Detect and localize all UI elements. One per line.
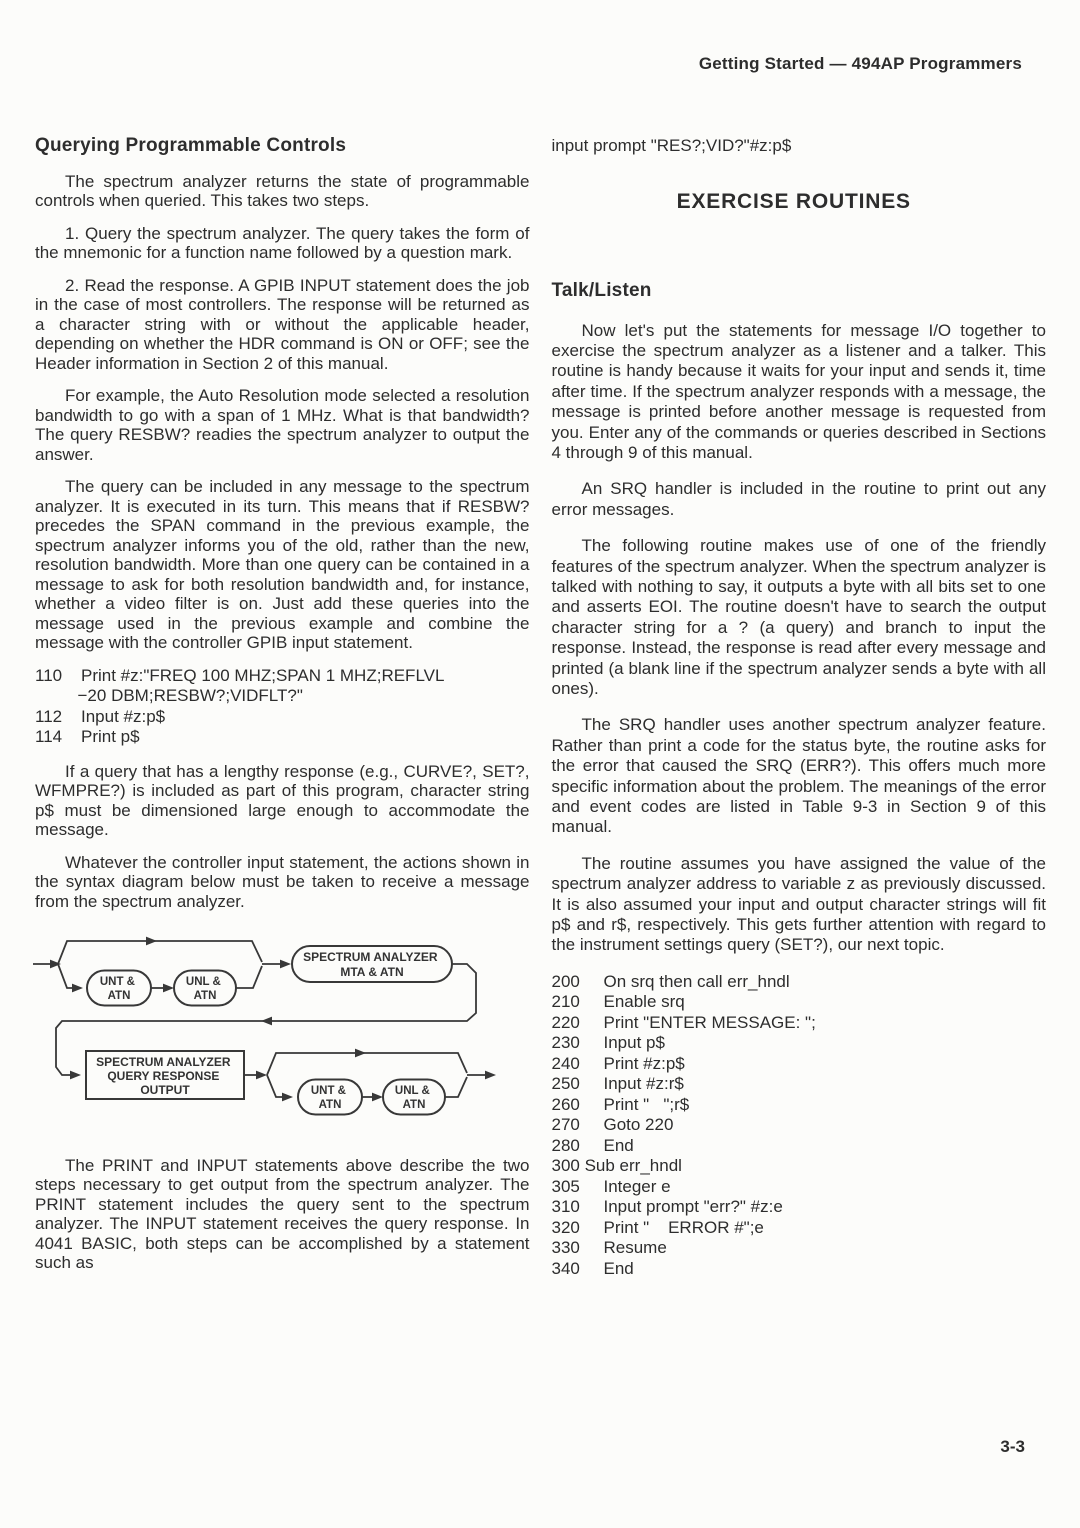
input-prompt-code-fragment: input prompt "RES?;VID?"#z:p$: [551, 136, 792, 155]
left-column: [35, 136, 530, 1286]
code-line: 310 Input prompt "err?" #z:e: [551, 1197, 783, 1217]
basic-listing-110: [35, 666, 530, 748]
row1-rejoin-rail: [236, 966, 262, 988]
code-line: 230 Input p$: [551, 1033, 665, 1053]
right-column: [552, 136, 1047, 1293]
paragraph: The spectrum analyzer returns the state of programmable controls when queried. This takes two steps.: [35, 171, 530, 210]
code-line: 330 Resume: [551, 1238, 667, 1258]
code-line: 240 Print #z:p$: [551, 1053, 685, 1073]
code-line: 320 Print " ERROR #";e: [551, 1217, 764, 1237]
paragraph: The following routine makes use of one of the friendly features of the spectrum analyzer. When the spectrum analyzer is talked with nothing to say, it outputs a byte with all bits set to one and asserts EOI. The routine doesn't have to search the output character string for a ? (a query) and branch to input the response. Instead, the response is read after every message and printed (a blank line if the spectrum analyzer sends a byte with all ones).: [551, 536, 1046, 698]
left-mid-paragraphs: [35, 762, 530, 912]
row1-bypass-arrowhead: [146, 937, 157, 946]
basic-listing-200: [552, 972, 1047, 1280]
code-line: 270 Goto 220: [551, 1115, 674, 1135]
left-closing-paragraphs: [35, 1156, 530, 1273]
code-line: −20 DBM;RESBW?;VIDFLT?": [35, 686, 303, 705]
code-line: 210 Enable srq: [551, 992, 685, 1012]
paragraph: If a query that has a lengthy response (e.g., CURVE?, SET?, WFMPRE?) is included as part of this program, character string p$ must be dimensioned large enough to accommodate the message.: [35, 761, 530, 839]
row2-rejoin-rail: [445, 1077, 467, 1097]
row2-junction-arrowhead: [256, 1071, 267, 1080]
gpib-talk-listen-syntax-diagram-svg: [21, 931, 521, 1131]
unt-atn-label-row1: UNT & ATN: [99, 976, 135, 1002]
left-section-heading: Querying Programmable Controls: [35, 135, 347, 156]
page-number: 3-3: [1000, 1437, 1025, 1456]
terminal-entry-arrowhead: [280, 960, 291, 969]
paragraph: Whatever the controller input statement, the actions shown in the syntax diagram below must be taken to receive a message from the spectrum analyzer.: [35, 852, 530, 911]
paragraph: The routine assumes you have assigned the value of the spectrum analyzer address to variable z as previously discussed. It is also assumed your input and output character strings will fit p$ and r$, respectively. This gets further attention with regard to the instrument settings query (SET?), our next topic.: [551, 853, 1046, 955]
paragraph: The SRQ handler uses another spectrum analyzer feature. Rather than print a code for the status byte, the routine asks for the error that caused the SRQ (ERR?). This offers much more specific information about the problem. The meanings of the error and event codes are listed in Table 9-3 in Section 9 of this manual.: [551, 715, 1046, 837]
row2-unt-entry-arrowhead: [282, 1093, 293, 1102]
code-line: 110 Print #z:"FREQ 100 MHZ;SPAN 1 MHZ;REFLVL: [35, 665, 445, 685]
row2-bypass-arrowhead: [355, 1049, 366, 1058]
paragraph: An SRQ handler is included in the routine to print out any error messages.: [551, 479, 1046, 519]
row1-unt-entry-arrowhead: [72, 984, 83, 993]
code-line: 200 On srq then call err_hndl: [551, 971, 790, 991]
code-line: 220 Print "ENTER MESSAGE: ";: [551, 1012, 816, 1032]
code-line: 340 End: [551, 1258, 634, 1278]
row2-bypass-rail: [267, 1053, 467, 1075]
row2-branch-rail: [267, 1075, 283, 1097]
code-line: 260 Print " ";r$: [551, 1094, 690, 1114]
subsection-title: Talk/Listen: [551, 280, 652, 301]
left-intro-paragraphs: [35, 172, 530, 653]
spectrum-analyzer-mta-label: SPECTRUM ANALYZER MTA & ATN: [303, 950, 438, 979]
paragraph: 1. Query the spectrum analyzer. The query takes the form of the mnemonic for a function name followed by a question mark.: [35, 223, 530, 262]
unl-atn-label-row2: UNL & ATN: [394, 1085, 430, 1111]
row1-unl-entry-arrowhead: [163, 984, 174, 993]
query-response-output-label: SPECTRUM ANALYZER QUERY RESPONSE OUTPUT: [96, 1055, 231, 1097]
unt-atn-label-row2: UNT & ATN: [310, 1085, 346, 1111]
code-line: 305 Integer e: [551, 1176, 671, 1196]
paragraph: For example, the Auto Resolution mode selected a resolution bandwidth to go with a span of 1 MHz. What is that bandwidth? The query RESBW? readies the spectrum analyzer to output the answer.: [35, 386, 530, 464]
row2-unl-entry-arrowhead: [372, 1093, 383, 1102]
output-entry-arrowhead: [70, 1071, 81, 1080]
running-header: Getting Started — 494AP Programmers: [698, 54, 1022, 73]
paragraph: Now let's put the statements for message I/O together to exercise the spectrum analyzer as a listener and a talker. This routine is handy because it waits for your input and sends it, time after time. If the spectrum analyzer responds with a message, the message is printed before another message is requested from you. Enter any of the commands or queries described in Sections 4 through 9 of this manual.: [551, 320, 1046, 462]
code-line: 300 Sub err_hndl: [551, 1156, 682, 1176]
right-paragraphs: [552, 321, 1047, 956]
two-column-layout: [35, 136, 1046, 1293]
code-line: 250 Input #z:r$: [551, 1074, 684, 1094]
paragraph: 2. Read the response. A GPIB INPUT statement does the job in the case of most controllers. The response will be returned as a character string with or without the applicable header, depending on whether the HDR command is ON or OFF; see the Header information in Section 2 of this manual.: [35, 275, 530, 373]
code-line: 114 Print p$: [35, 727, 140, 746]
gpib-syntax-diagram: [21, 931, 530, 1136]
paragraph: The query can be included in any message to the spectrum analyzer. It is executed in its turn. This means that if RESBW? precedes the SPAN command in the previous example, the spectrum analyzer informs you of the old, rather than the new, resolution bandwidth. More than one query can be contained in a message to ask for both resolution bandwidth and, for instance, whether a video filter is on. Just add these queries into the message used in the previous example and combine the message with the controller GPIB input statement.: [35, 477, 530, 652]
paragraph: The PRINT and INPUT statements above describe the two steps necessary to get output from the spectrum analyzer. The PRINT statement includes the query sent to the spectrum analyzer. The INPUT statement receives the query response. In 4041 BASIC, both steps can be accomplished by a statement such as: [35, 1155, 530, 1272]
return-arrowhead: [261, 1017, 272, 1026]
exit-arrowhead: [485, 1071, 496, 1080]
row1-bypass-rail: [58, 941, 262, 964]
unl-atn-label-row1: UNL & ATN: [185, 976, 221, 1002]
section-title: EXERCISE ROUTINES: [676, 189, 911, 213]
code-line: 280 End: [551, 1135, 634, 1155]
row1-branch-rail: [58, 964, 73, 988]
code-line: 112 Input #z:p$: [35, 706, 166, 726]
